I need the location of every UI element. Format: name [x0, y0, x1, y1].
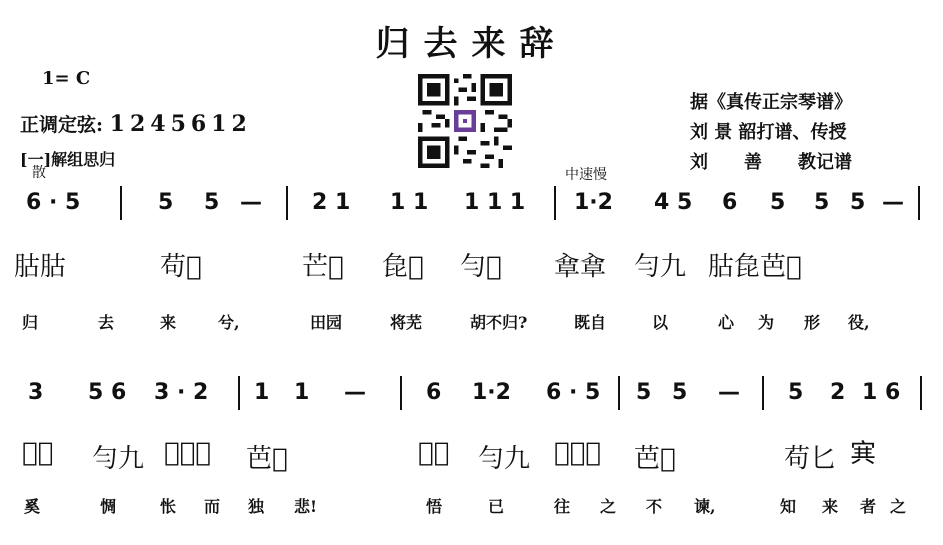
lyric: 胡不归? — [470, 313, 528, 332]
lyric: 悟 — [426, 497, 443, 516]
note: 1 — [254, 380, 270, 405]
note: 5 — [850, 190, 866, 215]
note: 5 — [788, 380, 804, 405]
jianzi-symbol: 䓥䓥 — [554, 252, 607, 282]
jianzi-symbol: 勻九 — [634, 252, 687, 282]
tuning-label: 正调定弦: — [20, 114, 104, 136]
lyric: 来 — [160, 313, 177, 332]
tempo-mark-free: 散 — [32, 165, 46, 181]
lyric: 以 — [652, 313, 669, 332]
lyric: 谏, — [694, 497, 716, 516]
lyric: 而 — [204, 497, 221, 516]
jianzi-symbol: 𦘚亍 — [418, 438, 450, 468]
page-title: 归去来辞 — [375, 24, 568, 64]
jianzi-symbol: 𦙶㲋芭𦘚 — [708, 252, 802, 282]
barline — [286, 186, 288, 220]
note: 5 — [158, 190, 174, 215]
jianzi-symbol: 𦘚亍芭 — [164, 438, 211, 468]
note: 3 · 2 — [154, 380, 209, 405]
tempo-mark-moderate: 中速慢 — [565, 167, 607, 183]
lyric: 形 — [804, 313, 821, 332]
source-line-1: 据《真传正宗琴谱》 — [690, 92, 852, 113]
jianzi-symbol: 芒𦘚 — [302, 252, 344, 282]
barline — [238, 376, 240, 410]
lyric: 悲! — [294, 497, 318, 516]
note: 6 · 5 — [546, 380, 601, 405]
jianzi-symbol: 芭𦘚 — [634, 444, 676, 474]
note: 1·2 — [574, 190, 613, 215]
key-signature: 1= C — [42, 68, 91, 89]
barline — [918, 186, 920, 220]
jianzi-symbol: 芭𦘚 — [246, 444, 288, 474]
tie-dash: — — [718, 380, 740, 405]
note: 1·2 — [472, 380, 511, 405]
qr-code — [418, 74, 512, 168]
note: 4 5 — [654, 190, 693, 215]
lyric: 惆 — [100, 497, 117, 516]
lyric: 独 — [248, 497, 265, 516]
jianzi-symbol: 勻九 — [478, 444, 531, 474]
jianzi-symbol: 𦙶𦙶 — [14, 252, 67, 282]
barline — [920, 376, 922, 410]
note: 6 — [426, 380, 442, 405]
jianzi-symbol: 勻𦘚 — [460, 252, 502, 282]
source-line-3: 刘 善 教记谱 — [690, 152, 852, 173]
lyric: 不 — [646, 497, 663, 516]
note: 6 — [722, 190, 738, 215]
barline — [120, 186, 122, 220]
jianzi-symbol: 𦘚亍芭 — [554, 438, 601, 468]
note: 5 — [204, 190, 220, 215]
jianzi-symbol: 𦘚亍 — [22, 438, 54, 468]
tuning-notes: 1245612 — [109, 111, 252, 137]
lyric: 为 — [758, 313, 775, 332]
tie-dash: — — [882, 190, 904, 215]
jianzi-symbol: 㲋𦘚 — [382, 252, 424, 282]
lyric: 既自 — [574, 313, 607, 332]
tie-dash: — — [344, 380, 366, 405]
jianzi-symbol: 苟𦘚 — [160, 252, 202, 282]
barline — [762, 376, 764, 410]
lyric: 者 — [860, 497, 877, 516]
barline — [618, 376, 620, 410]
note: 1 1 1 — [464, 190, 526, 215]
lyric: 归 — [22, 313, 39, 332]
note: 1 1 — [390, 190, 429, 215]
note: 6 · 5 — [26, 190, 81, 215]
note: 5 — [814, 190, 830, 215]
barline — [400, 376, 402, 410]
tie-dash: — — [240, 190, 262, 215]
lyric: 役, — [848, 313, 870, 332]
note: 2 1 — [312, 190, 351, 215]
section-heading: [一]解组思归 — [20, 150, 116, 169]
lyric: 来 — [822, 497, 839, 516]
lyric: 兮, — [218, 313, 240, 332]
lyric: 心 — [718, 313, 735, 332]
lyric: 往 — [554, 497, 571, 516]
lyric: 田园 — [310, 313, 343, 332]
note: 1 6 — [862, 380, 901, 405]
note: 2 — [830, 380, 846, 405]
lyric: 奚 — [24, 497, 41, 516]
lyric: 已 — [488, 497, 505, 516]
lyric: 之 — [600, 497, 617, 516]
note: 5 6 — [88, 380, 127, 405]
tuning — [20, 110, 252, 137]
note: 3 — [28, 380, 44, 405]
lyric: 将芜 — [390, 313, 423, 332]
jianzi-symbol: 苟匕 — [784, 444, 837, 474]
note: 5 — [636, 380, 652, 405]
note: 5 — [672, 380, 688, 405]
lyric: 知 — [780, 497, 797, 516]
lyric: 怅 — [160, 497, 177, 516]
lyric: 去 — [98, 313, 115, 332]
note: 1 — [294, 380, 310, 405]
lyric: 之 — [890, 497, 907, 516]
barline — [554, 186, 556, 220]
jianzi-symbol: 勻九 — [92, 444, 145, 474]
note: 5 — [770, 190, 786, 215]
jianzi-symbol: 𡨄 — [850, 439, 877, 469]
source-line-2: 刘 景 韶打谱、传授 — [690, 122, 847, 143]
